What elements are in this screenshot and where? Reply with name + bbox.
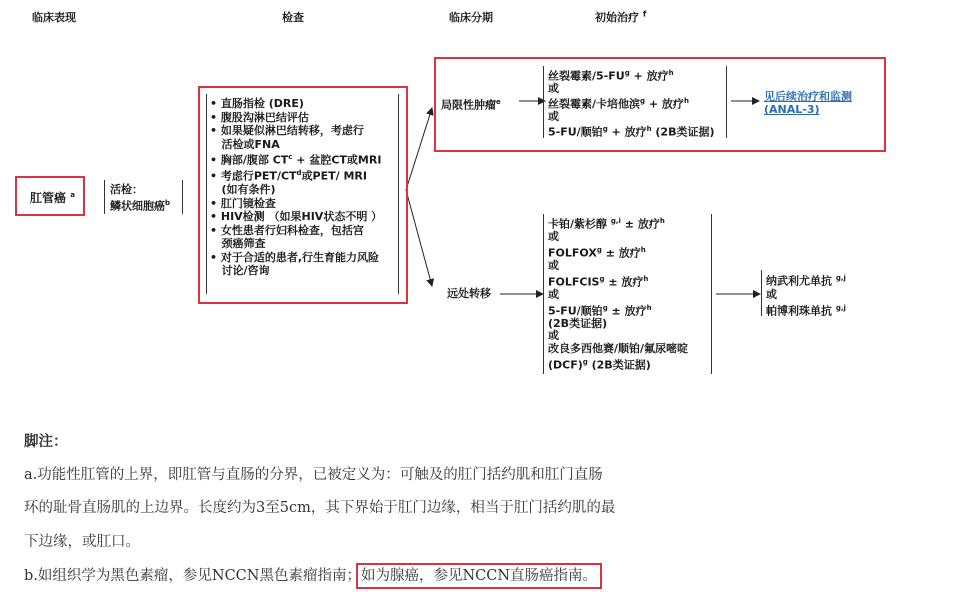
immunotherapy-option: 纳武利尤单抗 $^{g,j}$ xyxy=(766,274,846,288)
evidence-label: (2B类证据) xyxy=(548,316,608,330)
workup-item: • 如果疑似淋巴结转移，考虑行 xyxy=(210,124,364,137)
workup-item: • 女性患者行妇科检查，包括宫 xyxy=(210,223,364,237)
workup-item: 活检或FNA xyxy=(210,137,280,151)
footnote-a-line: 环的耻骨直肠肌的上边界。长度约为3至5cm，其下界始于肛门边缘，相当于肛门括约肌的最 xyxy=(24,500,616,516)
header-clinical-presentation: 临床表现 xyxy=(32,11,76,24)
metastatic-regimen: (DCF)$^g$ (2B类证据) xyxy=(548,357,651,372)
footnote-a-line: a.功能性肛管的上界，即肛管与直肠的分界，已被定义为：可触及的肛门括约肌和肛门直肠 xyxy=(24,467,603,483)
workup-bracket-right xyxy=(398,94,399,294)
workup-item: • 对于合适的患者,行生育能力风险 xyxy=(210,250,380,264)
workup-list xyxy=(210,97,382,278)
second-line-bracket xyxy=(761,270,762,316)
metastatic-regimen: $FOLFOX^g$ ± 放疗$^h$ xyxy=(548,245,646,260)
metastatic-bracket-left xyxy=(543,214,544,374)
or-label: 或 xyxy=(766,288,777,302)
workup-bracket-left xyxy=(206,94,207,294)
biopsy-bracket xyxy=(104,180,105,214)
presentation-label: 肛管癌 $^a$ xyxy=(30,191,75,205)
workup-item: • 肛门镜检查 xyxy=(210,196,276,210)
metastatic-regimen: $FOLFCIS^g$ ± 放疗$^h$ xyxy=(548,274,649,289)
metastatic-label: 远处转移 xyxy=(447,287,491,300)
or-label: 或 xyxy=(548,230,559,244)
workup-item: 颈癌筛查 xyxy=(210,237,266,251)
workup-item: • 直肠指检 (DRE) xyxy=(210,97,304,110)
footnotes-title: 脚注： xyxy=(24,433,68,450)
workup-item: • 考虑行PET/$CT^d$或PET/ MRI xyxy=(210,169,367,183)
or-label: 或 xyxy=(548,287,559,301)
metastatic-regimen: 5-FU/顺铂$^g$ ± 放疗$^h$ xyxy=(548,303,652,318)
footnote-a-line: 下边缘，或肛口。 xyxy=(24,534,140,550)
header-workup: 检查 xyxy=(282,11,304,24)
second-line-regimens xyxy=(766,272,846,318)
footnote-b-prefix: b.如组织学为黑色素瘤，参见NCCN黑色素瘤指南； xyxy=(24,568,361,584)
or-label: 或 xyxy=(548,109,559,123)
workup-item: (如有条件) xyxy=(210,183,276,197)
biopsy-text: 活检： 鳞状细胞癌$^b$ xyxy=(110,183,171,213)
workup-item: • 腹股沟淋巴结评估 xyxy=(210,110,309,124)
followup-link[interactable]: 见后续治疗和监测 (ANAL-3) xyxy=(764,90,852,116)
or-label: 或 xyxy=(548,81,559,95)
workup-item: 讨论/咨询 xyxy=(210,264,270,278)
or-label: 或 xyxy=(548,329,559,343)
header-clinical-stage: 临床分期 xyxy=(449,11,493,24)
workup-item: • 胸部/腹部 $CT^c$ + 盆腔CT或MRI xyxy=(210,153,382,167)
metastatic-regimens xyxy=(548,215,688,372)
footnote-b-highlight: 如为腺癌，参见NCCN直肠癌指南。 xyxy=(360,568,598,584)
footnote-b-line xyxy=(24,564,597,585)
localized-regimens xyxy=(548,67,715,139)
immunotherapy-option: 帕博利珠单抗 $^{g,j}$ xyxy=(766,303,846,318)
localized-regimen: 丝裂霉素$/5-FU^g$ + 放疗$^h$ xyxy=(548,69,674,83)
metastatic-regimen: 改良多西他赛/顺铂/氟尿嘧啶 xyxy=(548,341,689,355)
localized-regimen: 丝裂霉素/卡培他滨$^g$ + 放疗$^h$ xyxy=(548,97,689,111)
biopsy-bracket-right xyxy=(182,180,183,214)
localized-bracket-right xyxy=(726,66,727,138)
localized-bracket-left xyxy=(543,66,544,138)
metastatic-bracket-right xyxy=(711,214,712,374)
localized-label: 局限性肿瘤$^e$ xyxy=(441,98,501,112)
metastatic-regimen: 卡铂/紫杉醇 $^{g,i}$ ± 放疗$^h$ xyxy=(548,217,665,231)
localized-regimen: 5-FU/顺铂$^g$ + 放疗$^h$ (2B类证据) xyxy=(548,125,715,139)
or-label: 或 xyxy=(548,259,559,273)
header-initial-treatment: 初始治疗 $^f$ xyxy=(595,9,647,24)
workup-item: • HIV检测 （如果HIV状态不明 ） xyxy=(210,210,383,224)
